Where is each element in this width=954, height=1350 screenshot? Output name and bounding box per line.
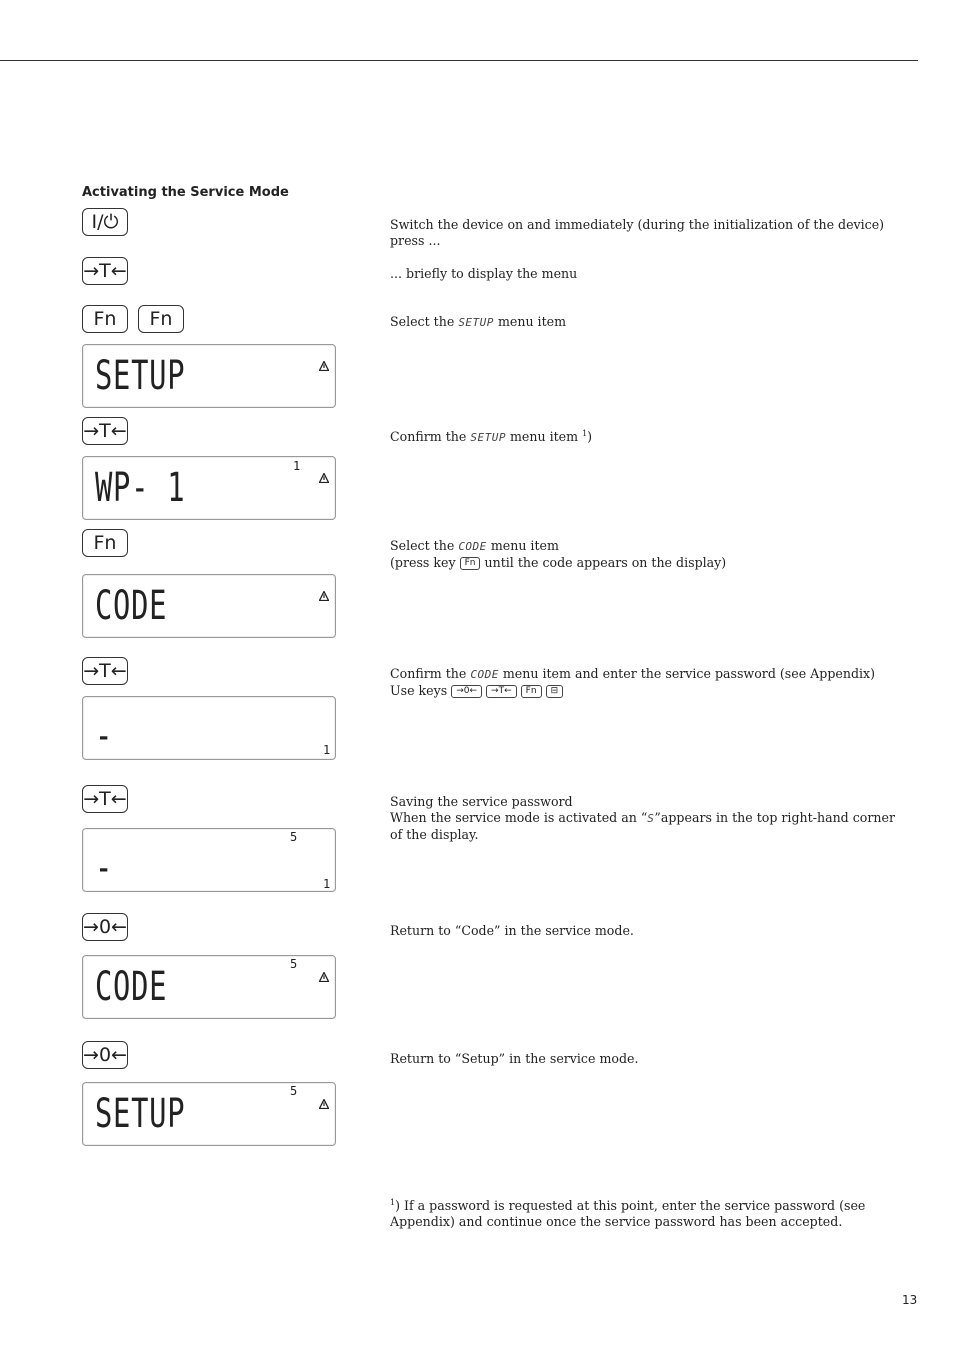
lcd-text: SETUP (95, 353, 186, 399)
lcd-index: 1 (323, 877, 331, 891)
footnote: $^1$) If a password is requested at this point, enter the service password (see Appendix) and continue once the service password has been accepted. (390, 1198, 866, 1230)
lcd-text: WP- 1 (95, 465, 186, 511)
tare-key: →T← (82, 257, 128, 285)
lcd-display-setup-service (82, 1082, 336, 1146)
print-key-inline: ⊟ (546, 685, 564, 698)
fn-key: Fn (82, 305, 128, 333)
top-rule (0, 60, 918, 61)
fn-key-inline: Fn (521, 685, 542, 698)
lcd-service-indicator: 5 (290, 1084, 298, 1098)
lcd-index: 1 (293, 459, 301, 473)
warning-icon (319, 361, 329, 371)
lcd-cursor: - (95, 845, 114, 891)
step-display-menu: ... briefly to display the menu (390, 266, 578, 281)
fn-key-inline: Fn (460, 557, 481, 570)
lcd-index: 1 (323, 743, 331, 757)
tare-key: →T← (82, 417, 128, 445)
zero-key: →0← (82, 913, 128, 941)
lcd-text: CODE (95, 583, 168, 629)
lcd-display-code (82, 574, 336, 638)
step-confirm-setup: Confirm the SETUP menu item $^1$) (390, 429, 593, 445)
section-heading: Activating the Service Mode (82, 185, 289, 200)
lcd-display-password (82, 696, 336, 760)
lcd-display-code-service (82, 955, 336, 1019)
power-key: I/⏻ (82, 208, 128, 236)
lcd-service-indicator: 5 (290, 830, 298, 844)
step-switch-on: Switch the device on and immediately (during the initialization of the device) press ... (390, 217, 885, 248)
lcd-display-setup (82, 344, 336, 408)
fn-key: Fn (138, 305, 184, 333)
lcd-display-password-saved (82, 828, 336, 892)
warning-icon (319, 972, 329, 982)
tare-key: →T← (82, 657, 128, 685)
step-return-setup: Return to “Setup” in the service mode. (390, 1051, 639, 1066)
warning-icon (319, 591, 329, 601)
tare-key-inline: →T← (486, 685, 517, 698)
zero-key-inline: →0← (451, 685, 482, 698)
step-select-setup: Select the SETUP menu item (390, 314, 567, 329)
fn-key: Fn (82, 529, 128, 557)
step-save-password: Saving the service password When the service mode is activated an “S”appears in the top right-hand corner of the display. (390, 794, 895, 842)
step-select-code: Select the CODE menu item (press key Fn until the code appears on the display) (390, 538, 727, 570)
lcd-cursor: - (95, 713, 114, 759)
step-return-code: Return to “Code” in the service mode. (390, 923, 634, 938)
lcd-display-wp1 (82, 456, 336, 520)
lcd-text: CODE (95, 964, 168, 1010)
lcd-service-indicator: 5 (290, 957, 298, 971)
page-number: 13 (902, 1293, 918, 1307)
tare-key: →T← (82, 785, 128, 813)
warning-icon (319, 473, 329, 483)
step-confirm-code: Confirm the CODE menu item and enter the service password (see Appendix) Use keys →0← →T← Fn ⊟ (390, 666, 876, 698)
warning-icon (319, 1099, 329, 1109)
lcd-text: SETUP (95, 1091, 186, 1137)
zero-key: →0← (82, 1041, 128, 1069)
